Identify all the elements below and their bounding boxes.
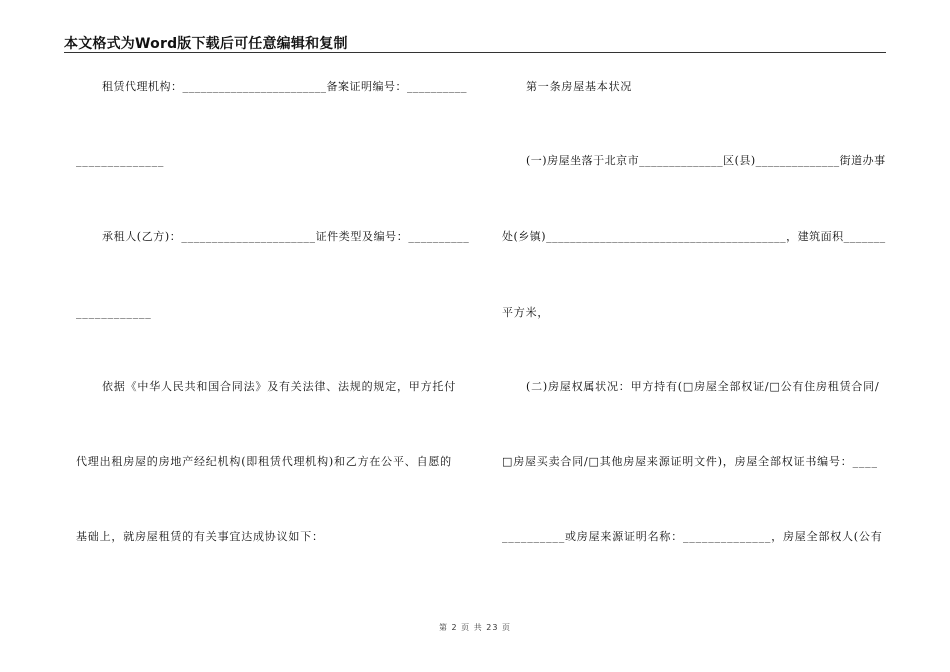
left-line-5: 依据《中华人民共和国合同法》及有关法律、法规的规定，甲方托付 bbox=[102, 380, 456, 393]
right-line-7: __________或房屋来源证明名称：______________，房屋全部权人(公有 bbox=[502, 530, 883, 543]
right-line-3: 处(乡镇)________________________________________，建筑面积_______ bbox=[502, 230, 886, 243]
page-number: 第 2 页 共 23 页 bbox=[439, 623, 511, 632]
left-line-1: 租赁代理机构：________________________备案证明编号：__________ bbox=[102, 80, 467, 93]
left-line-4: ____________ bbox=[76, 306, 152, 319]
left-line-6: 代理出租房屋的房地产经纪机构(即租赁代理机构)和乙方在公平、自愿的 bbox=[76, 455, 452, 468]
left-line-2: ______________ bbox=[76, 154, 165, 167]
left-line-7: 基础上，就房屋租赁的有关事宜达成协议如下： bbox=[76, 530, 324, 543]
right-line-5: (二)房屋权属状况：甲方持有(□房屋全部权证/□公有住房租赁合同/ bbox=[526, 380, 880, 393]
right-line-4: 平方米， bbox=[502, 306, 550, 319]
page-header bbox=[64, 30, 886, 53]
header-title: 本文格式为Word版下载后可任意编辑和复制 bbox=[64, 36, 348, 52]
right-line-6: □房屋买卖合同/□其他房屋来源证明文件)，房屋全部权证书编号：____ bbox=[502, 455, 878, 468]
right-line-1: 第一条房屋基本状况 bbox=[526, 80, 633, 93]
left-line-3: 承租人(乙方)：______________________证件类型及编号：__________ bbox=[102, 230, 470, 243]
right-line-2: (一)房屋坐落于北京市______________区(县)______________街道办事 bbox=[526, 154, 886, 167]
